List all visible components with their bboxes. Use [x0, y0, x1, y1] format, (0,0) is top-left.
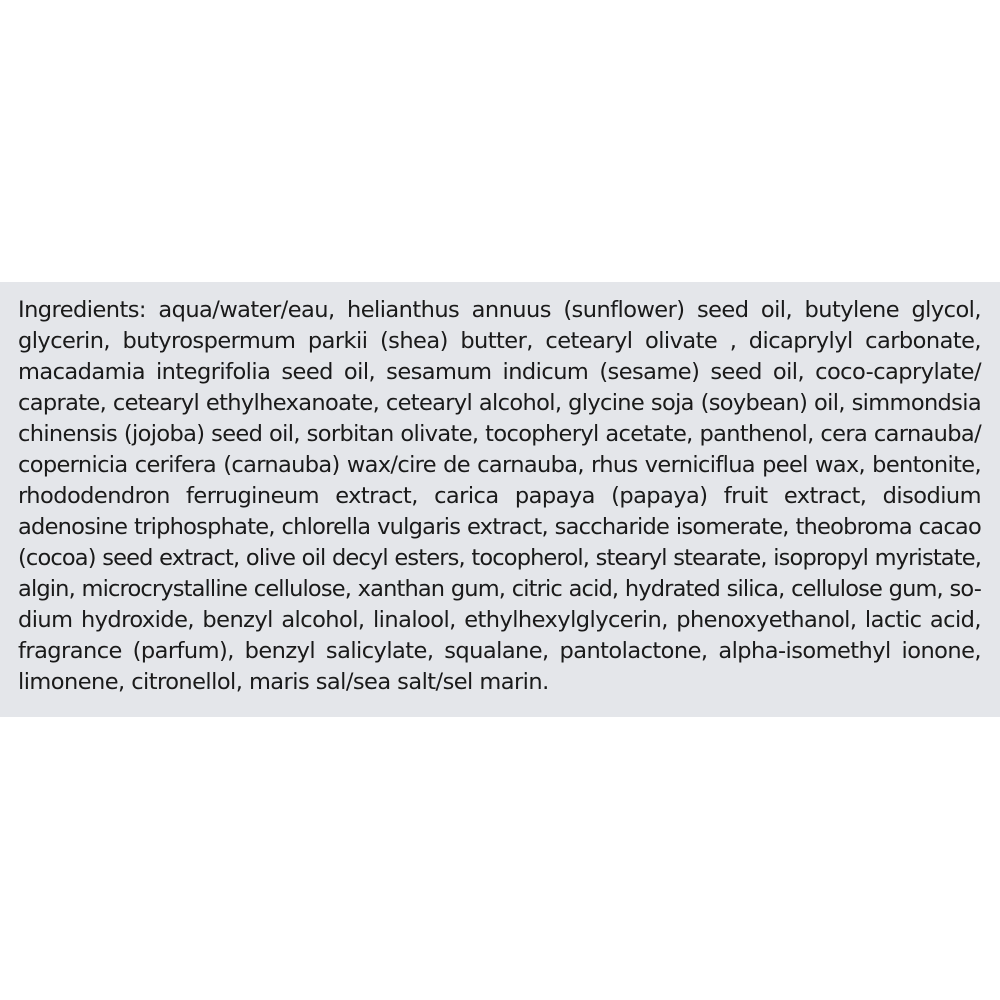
ingredient-line-12: fragrance (parfum), benzyl salicylate, squalane, pantolactone, alpha-isomethyl ionone, — [18, 638, 981, 664]
ingredients-label — [0, 282, 1000, 717]
ingredient-line-2: glycerin, butyrospermum parkii (shea) butter, cetearyl olivate , dicaprylyl carbonate, — [18, 328, 981, 354]
ingredient-line-3: macadamia integrifolia seed oil, sesamum indicum (sesame) seed oil, coco-caprylate/ — [18, 359, 981, 385]
ingredient-line-8: adenosine triphosphate, chlorella vulgaris extract, saccharide isomerate, theobroma cacao — [18, 514, 981, 540]
ingredient-line-6: copernicia cerifera (carnauba) wax/cire de carnauba, rhus verniciflua peel wax, bentonite, — [18, 452, 981, 478]
ingredient-line-11: dium hydroxide, benzyl alcohol, linalool, ethylhexylglycerin, phenoxyethanol, lactic acid, — [18, 607, 981, 633]
ingredient-line-4: caprate, cetearyl ethylhexanoate, cetearyl alcohol, glycine soja (soybean) oil, simmondsia — [18, 390, 981, 416]
ingredient-line-5: chinensis (jojoba) seed oil, sorbitan olivate, tocopheryl acetate, panthenol, cera carnauba/ — [18, 421, 981, 447]
ingredient-line-7: rhododendron ferrugineum extract, carica papaya (papaya) fruit extract, disodium — [18, 483, 981, 509]
ingredient-line-9: (cocoa) seed extract, olive oil decyl esters, tocopherol, stearyl stearate, isopropyl myristate, — [18, 545, 981, 571]
ingredients-paragraph — [18, 295, 981, 698]
ingredient-line-1: Ingredients: aqua/water/eau, helianthus annuus (sunflower) seed oil, butylene glycol, — [18, 297, 981, 323]
ingredient-line-13: limonene, citronellol, maris sal/sea salt/sel marin. — [18, 669, 549, 695]
ingredient-line-10: algin, microcrystalline cellulose, xanthan gum, citric acid, hydrated silica, cellulose gum, so- — [18, 576, 981, 602]
